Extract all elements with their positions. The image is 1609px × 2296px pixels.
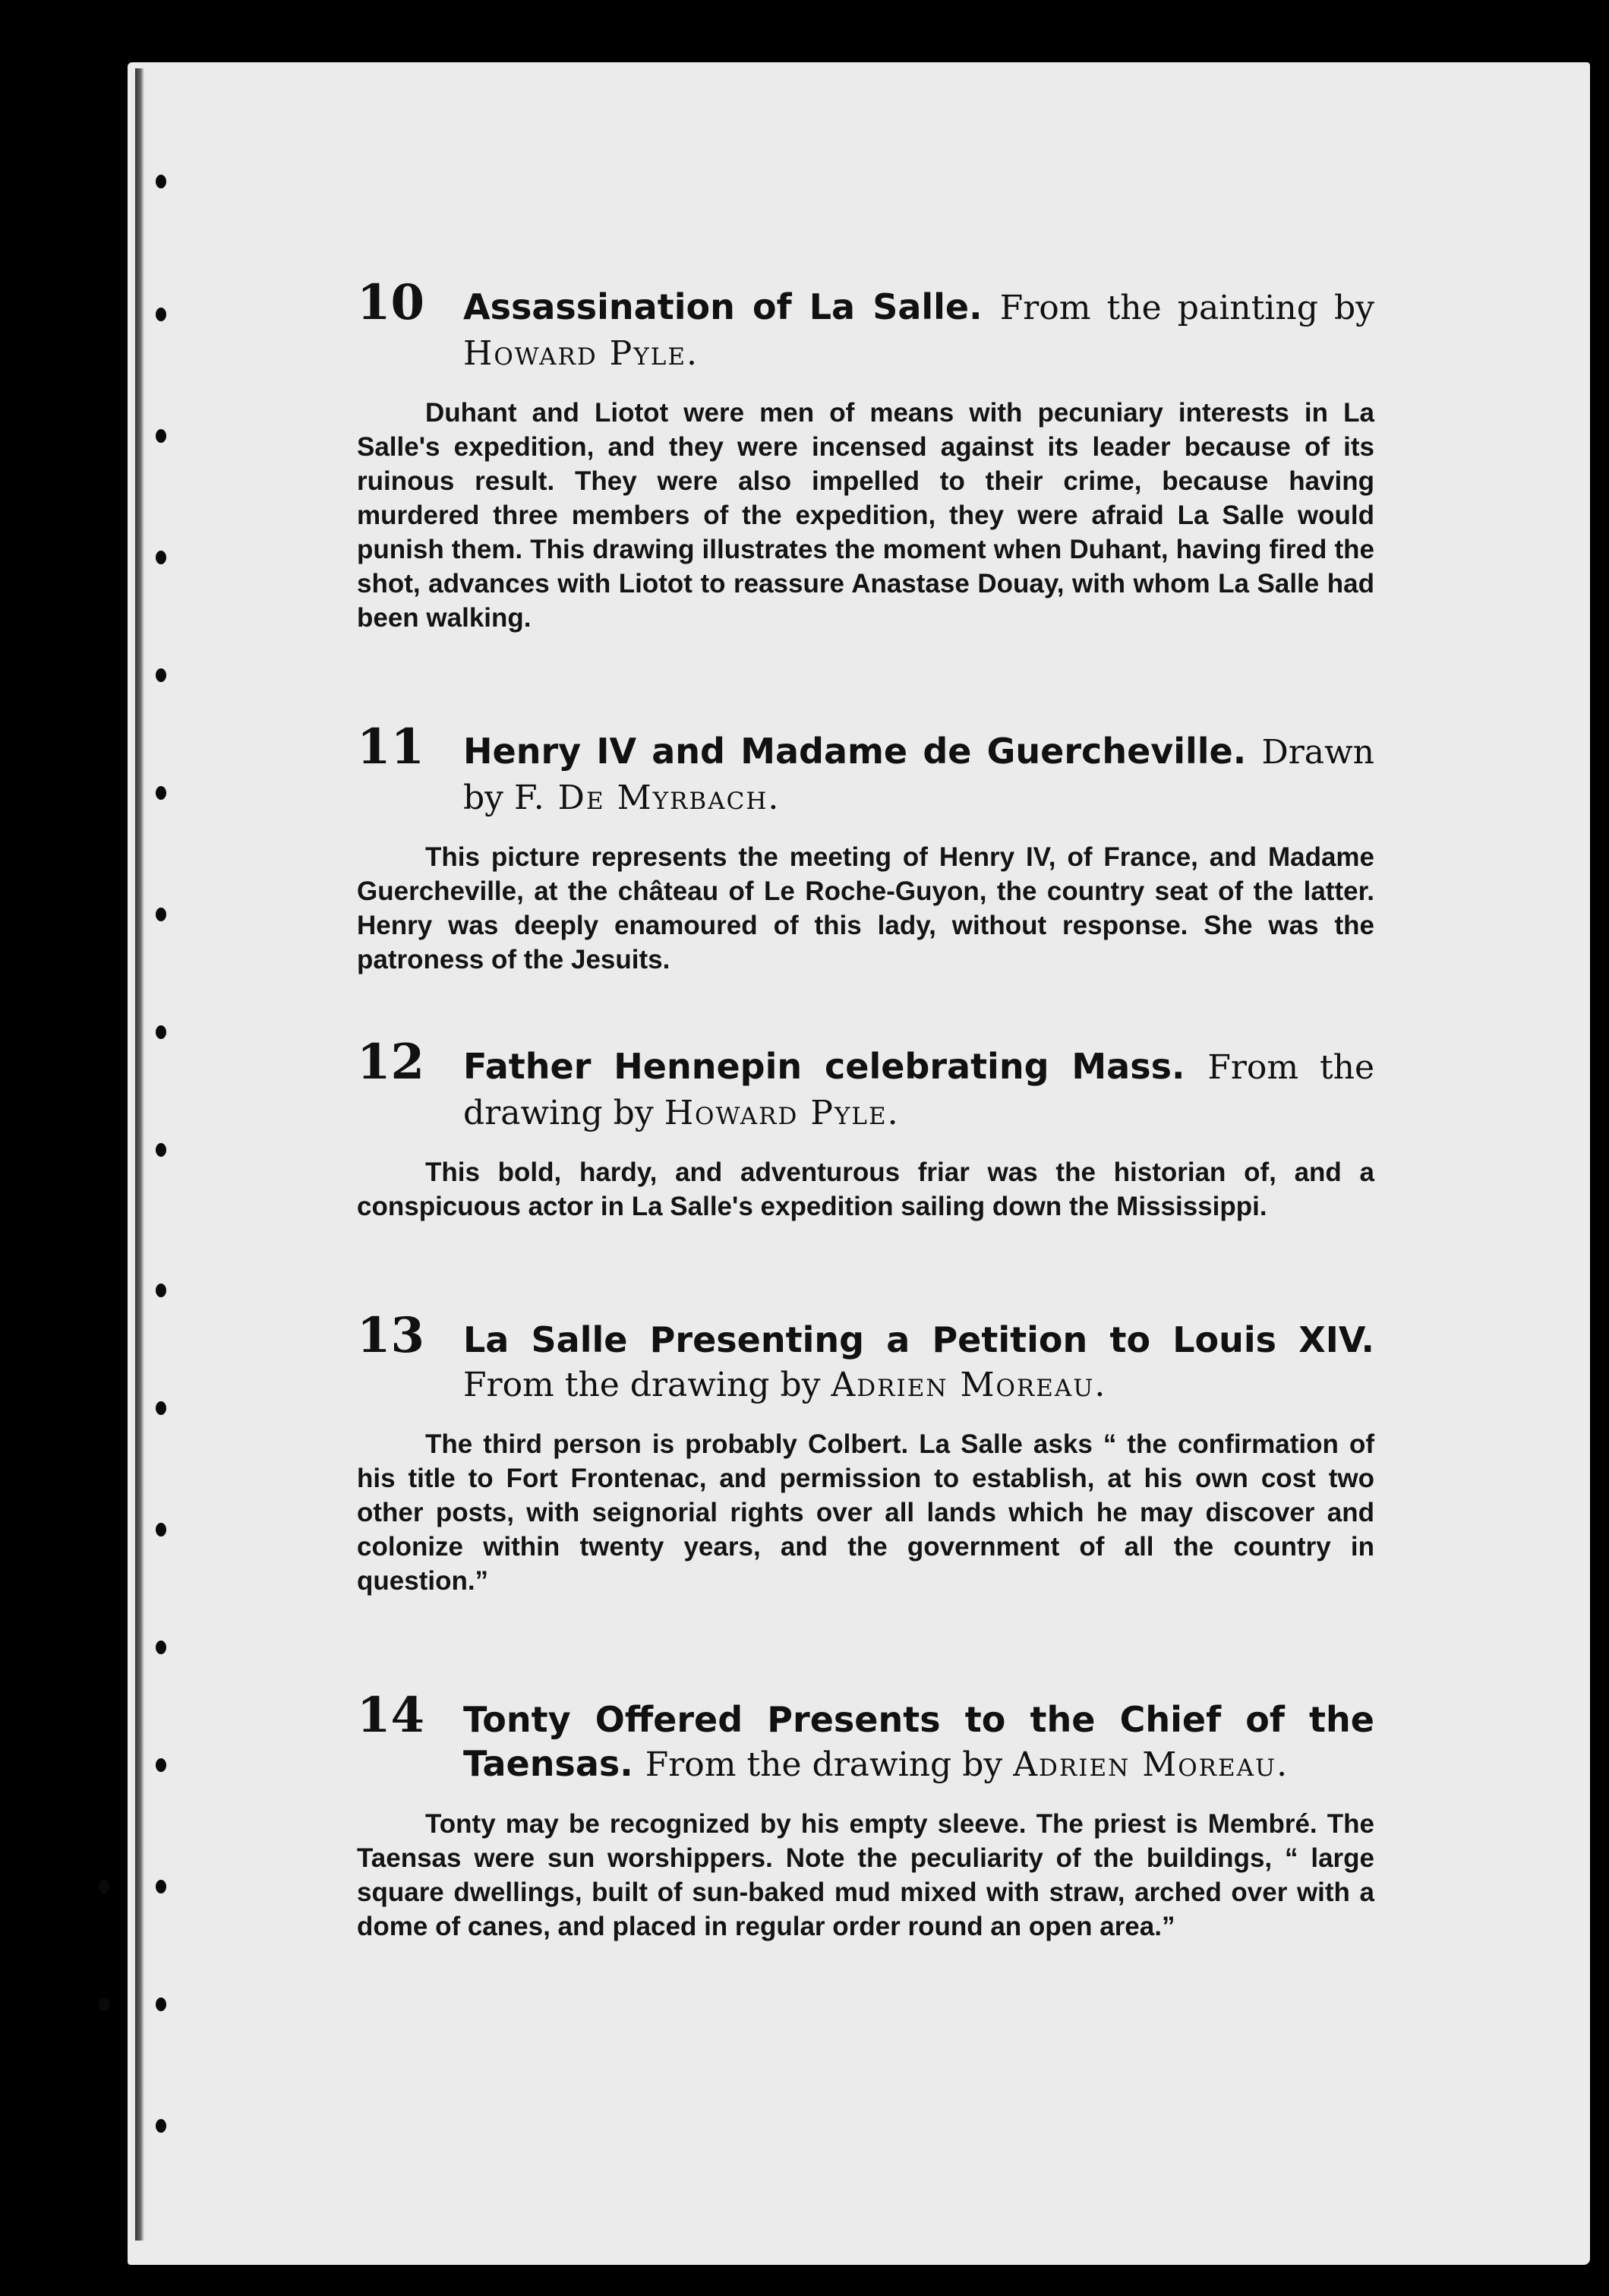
entry-number: 12 — [357, 1034, 425, 1091]
entry-description: This picture represents the meeting of Henry IV, of France, and Madame Guercheville, at the château of Le Roche-Guyon, the country seat of the latter. Henry was deeply enamoured of this lady, without response. She was the patroness of the Jesuits. — [357, 842, 1374, 974]
entry-description: This bold, hardy, and adventurous friar was the historian of, and a conspicuous actor in La Salle's expedition sailing down the Mississippi. — [357, 1157, 1374, 1221]
binding-hole — [156, 1143, 166, 1157]
entry-heading — [357, 718, 1374, 820]
entry-heading — [357, 1307, 1374, 1407]
artist-name: Adrien Moreau. — [1013, 1745, 1289, 1784]
artist-name: F. De Myrbach. — [514, 778, 781, 817]
binding-hole — [156, 1401, 166, 1415]
artist-name: Howard Pyle. — [664, 1094, 900, 1132]
entry-number: 13 — [357, 1307, 425, 1364]
binding-hole — [156, 1641, 166, 1654]
credit-prefix: From the drawing by — [645, 1745, 1003, 1784]
binding-hole — [156, 1880, 166, 1893]
catalog-entry — [357, 274, 1374, 635]
binding-hole — [156, 1523, 166, 1536]
catalog-entry — [357, 718, 1374, 977]
binding-hole — [156, 1758, 166, 1772]
binding-hole — [156, 551, 166, 564]
entry-credit — [463, 1366, 1106, 1404]
binding-hole — [156, 908, 166, 921]
binding-hole — [156, 429, 166, 443]
credit-prefix: From the drawing by — [463, 1366, 821, 1404]
catalog-entry — [357, 1034, 1375, 1224]
catalog-entry — [357, 1307, 1374, 1598]
artist-name: Adrien Moreau. — [831, 1366, 1107, 1404]
binding-hole — [156, 786, 166, 800]
binding-hole — [156, 1284, 166, 1297]
binding-hole — [99, 1880, 109, 1893]
binding-hole — [156, 1025, 166, 1039]
credit-prefix: From the drawing by — [463, 1048, 1375, 1132]
entry-title: Tonty Offered Presents to the Chief of the Taensas. — [463, 1699, 1374, 1784]
binding-hole — [156, 1998, 166, 2011]
catalog-entry — [357, 1687, 1374, 1944]
entry-title: Father Hennepin celebrating Mass. — [463, 1046, 1185, 1087]
entry-credit — [645, 1745, 1289, 1784]
binding-hole — [156, 668, 166, 682]
binding-hole — [156, 175, 166, 188]
binding-hole — [99, 1998, 109, 2011]
entry-description: The third person is probably Colbert. La Salle asks “ the confirmation of his title to Fort Frontenac, and permission to establish, at his own cost two other posts, with seignorial rights over all lands which he may discover and colonize within twenty years, and the government of all the country in question.” — [357, 1429, 1374, 1596]
credit-prefix: From the painting by — [999, 289, 1374, 327]
artist-name: Howard Pyle. — [463, 334, 699, 373]
binding-hole — [156, 2119, 166, 2133]
binding-hole — [156, 308, 166, 321]
entry-description: Tonty may be recognized by his empty sleeve. The priest is Membré. The Taensas were sun worshippers. Note the peculiarity of the buildings, “ large square dwellings, built of sun-baked mud mixed with straw, arched over with a dome of canes, and placed in regular order round an open area.” — [357, 1809, 1374, 1941]
entry-heading — [357, 274, 1374, 376]
entry-number: 10 — [357, 274, 425, 331]
entry-title: Assassination of La Salle. — [463, 286, 983, 327]
binding-gutter — [135, 68, 144, 2241]
entry-title: Henry IV and Madame de Guercheville. — [463, 731, 1247, 772]
entry-title: La Salle Presenting a Petition to Louis XIV. — [463, 1319, 1374, 1360]
credit-prefix: Drawn by — [463, 733, 1374, 817]
entry-heading — [357, 1034, 1375, 1135]
entry-heading — [357, 1687, 1374, 1787]
entry-description: Duhant and Liotot were men of means with pecuniary interests in La Salle's expedition, and they were incensed against its leader because of its ruinous result. They were also impelled to their crime, because having murdered three members of the expedition, they were afraid La Salle would punish them. This drawing illustrates the moment when Duhant, having fired the shot, advances with Liotot to reassure Anastase Douay, with whom La Salle had been walking. — [357, 398, 1374, 633]
entry-number: 14 — [357, 1687, 425, 1744]
entry-number: 11 — [357, 718, 425, 775]
